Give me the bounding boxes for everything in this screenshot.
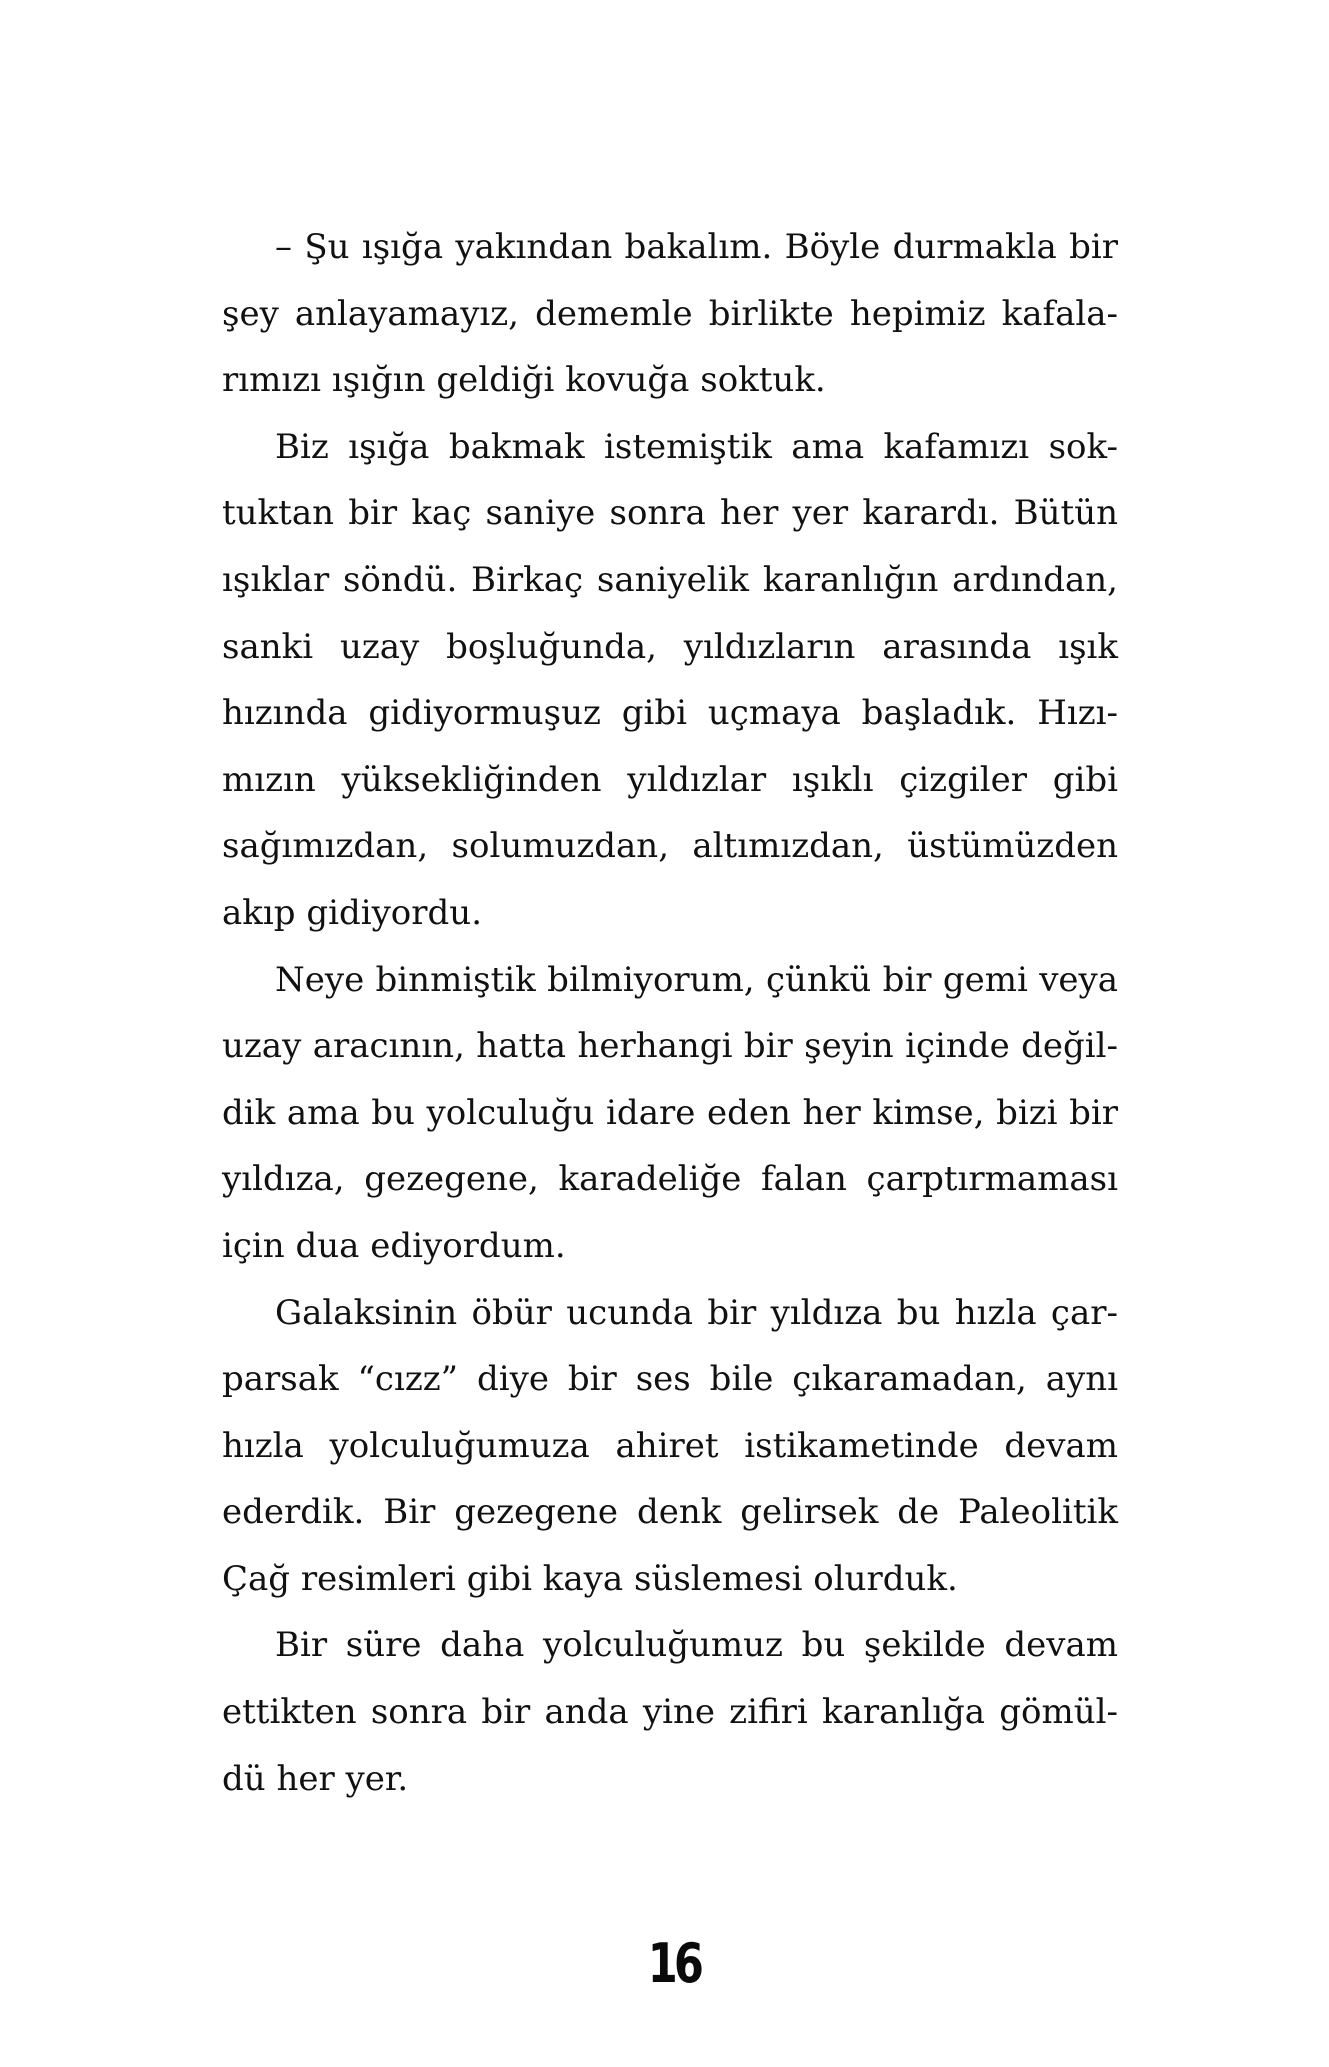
text-line: – Şu ışığa yakından bakalım. Böyle durmakla bir <box>275 227 1118 267</box>
body-text <box>222 214 1118 1812</box>
text-line: ederdik. Bir gezegene denk gelirsek de Paleolitik <box>222 1492 1118 1533</box>
paragraph <box>222 1612 1118 1812</box>
text-line: dik ama bu yolculuğu idare eden her kimse, bizi bir <box>222 1092 1118 1133</box>
paragraph <box>222 414 1118 947</box>
text-line: akıp gidiyordu. <box>222 892 482 933</box>
text-line: ışıklar söndü. Birkaç saniyelik karanlığın ardından, <box>222 559 1118 600</box>
text-line: Biz ışığa bakmak istemiştik ama kafamızı sok- <box>275 426 1118 467</box>
text-line: Çağ resimleri gibi kaya süslemesi olurduk. <box>222 1558 958 1599</box>
text-line: için dua ediyordum. <box>222 1225 566 1266</box>
text-line: dü her yer. <box>222 1758 409 1799</box>
text-line: Neye binmiştik bilmiyorum, çünkü bir gemi veya <box>275 959 1118 1000</box>
text-line: Bir süre daha yolculuğumuz bu şekilde devam <box>275 1625 1118 1666</box>
text-line: Galaksinin öbür ucunda bir yıldıza bu hızla çar- <box>275 1292 1118 1333</box>
text-line: uzay aracının, hatta herhangi bir şeyin içinde değil- <box>222 1026 1118 1067</box>
text-line: sağımızdan, solumuzdan, altımızdan, üstümüzden <box>222 826 1118 867</box>
text-line: mızın yüksekliğinden yıldızlar ışıklı çizgiler gibi <box>222 759 1118 800</box>
text-line: hızında gidiyormuşuz gibi uçmaya başladık. Hızı- <box>222 693 1118 734</box>
paragraph <box>222 214 1118 414</box>
text-line: şey anlayamayız, dememle birlikte hepimiz kafala- <box>222 293 1118 334</box>
text-line: yıldıza, gezegene, karadeliğe falan çarptırmaması <box>222 1159 1118 1200</box>
text-line: hızla yolculuğumuza ahiret istikametinde devam <box>222 1425 1118 1466</box>
text-line: tuktan bir kaç saniye sonra her yer karardı. Bütün <box>222 493 1118 534</box>
paragraph <box>222 947 1118 1280</box>
text-line: sanki uzay boşluğunda, yıldızların arasında ışık <box>222 626 1118 667</box>
text-line: rımızı ışığın geldiği kovuğa soktuk. <box>222 360 826 401</box>
paragraph <box>222 1280 1118 1613</box>
page-number: 16 <box>647 1932 700 1995</box>
text-line: ettikten sonra bir anda yine zifiri karanlığa gömül- <box>222 1692 1118 1733</box>
text-line: parsak “cızz” diye bir ses bile çıkaramadan, aynı <box>222 1359 1118 1400</box>
